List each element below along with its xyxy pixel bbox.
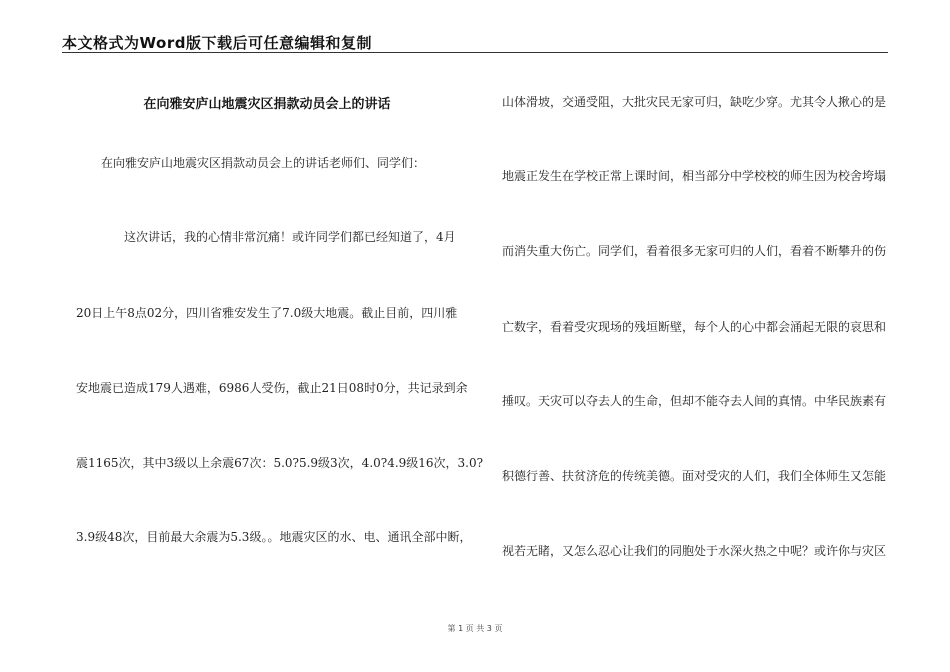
right-line-1: 山体滑坡，交通受阻，大批灾民无家可归，缺吃少穿。尤其令人揪心的是 <box>502 95 887 109</box>
page-header <box>62 30 888 53</box>
right-line-5: 捶叹。天灾可以夺去人的生命，但却不能夺去人间的真情。中华民族素有 <box>502 394 887 408</box>
header-text: 本文格式为Word版下载后可任意编辑和复制 <box>62 34 372 52</box>
right-line-7: 视若无睹，又怎么忍心让我们的同胞处于水深火热之中呢？或许你与灾区 <box>502 544 887 558</box>
right-line-6: 积德行善、扶贫济危的传统美德。面对受灾的人们，我们全体师生又怎能 <box>502 469 887 483</box>
right-line-3: 而消失重大伤亡。同学们，看着很多无家可归的人们，看着不断攀升的伤 <box>502 244 887 258</box>
left-line-2: 这次讲话，我的心情非常沉痛！或许同学们都已经知道了，4月 <box>124 230 456 244</box>
document-title: 在向雅安庐山地震灾区捐款动员会上的讲话 <box>143 97 391 112</box>
page-number: 第 1 页 共 3 页 <box>447 624 503 633</box>
left-line-1: 在向雅安庐山地震灾区捐款动员会上的讲话老师们、同学们： <box>101 156 426 170</box>
left-line-3: 20日上午8点02分，四川省雅安发生了7.0级大地震。截止目前，四川雅 <box>76 306 458 320</box>
right-line-4: 亡数字，看着受灾现场的残垣断壁，每个人的心中都会涌起无限的哀思和 <box>502 320 887 334</box>
right-line-2: 地震正发生在学校正常上课时间，相当部分中学校校的师生因为校舍垮塌 <box>502 169 887 183</box>
left-line-5: 震1165次，其中3级以上余震67次：5.0?5.9级3次，4.0?4.9级16次，3.0? <box>76 456 484 470</box>
left-line-4: 安地震已造成179人遇难，6986人受伤，截止21日08时0分，共记录到余 <box>76 381 468 395</box>
left-line-6: 3.9级48次，目前最大余震为5.3级。。地震灾区的水、电、通讯全部中断， <box>76 530 472 544</box>
